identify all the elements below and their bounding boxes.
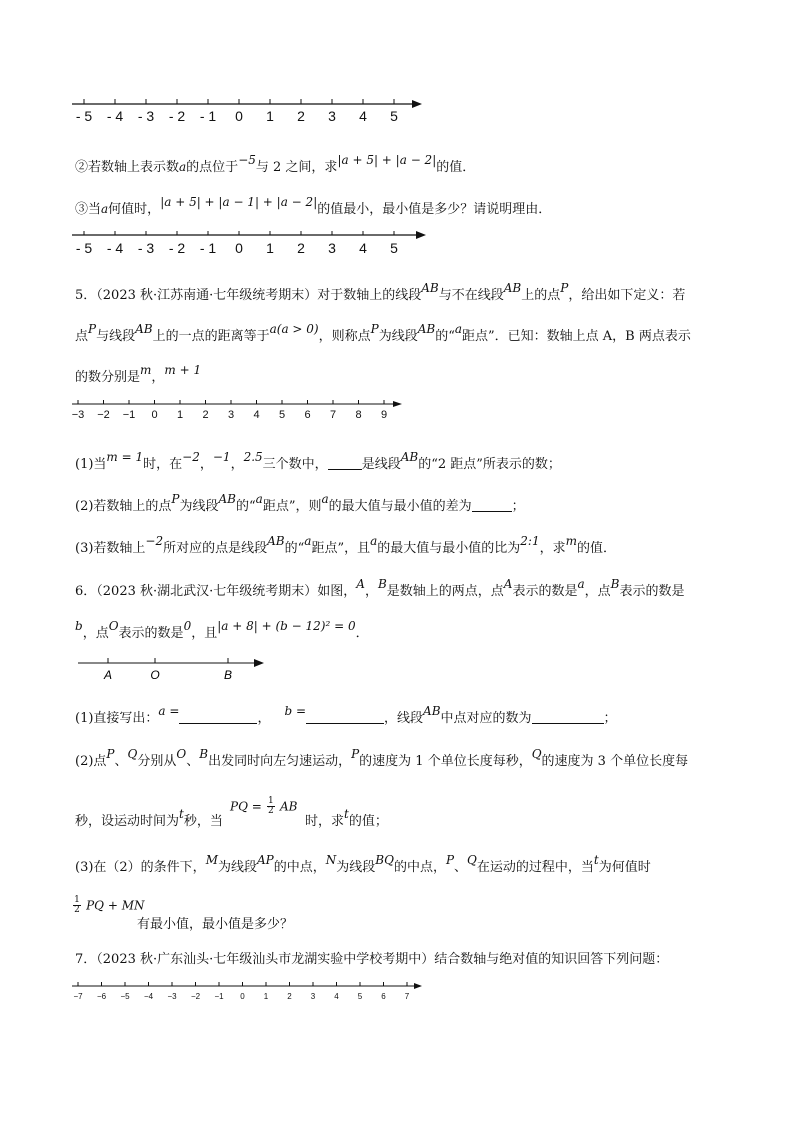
tick-label: 3 (328, 108, 336, 124)
tick-label: - 1 (199, 240, 217, 256)
tick-label: 0 (235, 108, 243, 124)
answer-blank-mid (532, 710, 604, 724)
q5-sub2: (2)若数轴上的点P为线段AB的“a距点”，则a的最大值与最小值的差为 ； (75, 492, 525, 514)
tick-label: −4 (143, 992, 154, 1001)
tick-label: - 2 (168, 108, 186, 124)
answer-blank-a (179, 710, 257, 724)
number-line-2 (70, 229, 430, 259)
tick-label: 6 (304, 409, 311, 421)
tick-label: - 3 (137, 240, 155, 256)
tick-label: 0 (240, 992, 245, 1001)
tick-label: 0 (235, 240, 243, 256)
tick-label: 2 (287, 992, 292, 1001)
answer-blank-b (306, 710, 384, 724)
tick-label: −5 (120, 992, 130, 1001)
tick-label: 7 (329, 409, 337, 421)
tick-label: 1 (266, 240, 274, 256)
q5-line1: 5．（2023 秋·江苏南通·七年级统考期末）对于数轴上的线段AB与不在线段AB上的点P，给出如下定义：若 (75, 281, 686, 303)
tick-label: 6 (381, 992, 386, 1001)
tick-label: - 2 (168, 240, 186, 256)
number-line-4 (70, 980, 430, 1004)
tick-label: 4 (359, 240, 367, 256)
tick-label: 4 (253, 409, 260, 421)
number-line-1 (70, 96, 430, 126)
tick-label: 0 (151, 409, 158, 421)
tick-label: 5 (390, 108, 398, 124)
q5-sub1: (1)当m = 1时，在−2，−1，2.5三个数中， 是线段AB的“2 距点”所表示的数； (75, 450, 561, 472)
tick-label: 8 (355, 409, 362, 421)
tick-label: - 1 (199, 108, 217, 124)
q6-sub3-line1: (3)在（2）的条件下，M为线段AP的中点，N为线段BQ的中点，P、Q在运动的过程中，当t为何值时 (75, 853, 651, 875)
tick-label: −6 (96, 992, 107, 1001)
q6-sub2-line2-tail: 时，求t的值； (305, 807, 388, 829)
tick-label: −7 (73, 992, 83, 1001)
tick-label: 1 (266, 108, 274, 124)
tick-label: −2 (190, 992, 201, 1001)
tick-label: 5 (278, 409, 286, 421)
tick-label: - 4 (106, 240, 124, 256)
abs-expr: |a + 5| + |a − 2| (337, 153, 437, 167)
q5-sub3: (3)若数轴上−2所对应的点是线段AB的“a距点”，且a的最大值与最小值的比为2:1，求m的值． (75, 534, 616, 556)
tick-label: - 3 (137, 108, 155, 124)
q6-sub2-line1: (2)点P、Q分别从O、B出发同时向左匀速运动，P的速度为 1 个单位长度每秒，Q的速度为 3 个单位长度每 (75, 747, 689, 769)
q6-line2: b，点O表示的数是0，且|a + 8| + (b − 12)² = 0． (75, 619, 369, 641)
answer-blank (472, 498, 512, 512)
abs-sum-expr: |a + 5| + |a − 1| + |a − 2| (160, 195, 318, 209)
tick-label: −3 (167, 992, 177, 1001)
tick-label: 1 (176, 409, 184, 421)
tick-label: −2 (97, 409, 110, 421)
tick-label: 1 (263, 992, 269, 1001)
pq-half-ab-expr: PQ = $\frac{1}{2}$ AB (230, 796, 298, 816)
q4-part2: ②若数轴上表示数a的点位于−5与 2 之间，求|a + 5| + |a − 2|的值． (75, 153, 476, 175)
q6-sub1: (1)直接写出：a = ， b = ，线段AB中点对应的数为 ； (75, 704, 617, 726)
half-pq-plus-mn-expr: $\frac{1}{2}$ PQ + MN (74, 895, 145, 915)
q6-sub3-line2: 有最小值，最小值是多少？ (137, 917, 294, 932)
expr-neg5: −5 (238, 153, 256, 167)
tick-label: - 5 (75, 108, 93, 124)
tick-label: 3 (328, 240, 336, 256)
answer-blank (328, 456, 362, 470)
q6-number-line-figure (76, 655, 276, 685)
tick-label: - 4 (106, 108, 124, 124)
q7-text: 7．（2023 秋·广东汕头·七年级汕头市龙湖实验中学校考期中）结合数轴与绝对值的知识回答下列问题： (75, 952, 669, 967)
tick-label: 5 (390, 240, 398, 256)
tick-label: 4 (359, 108, 367, 124)
q5-line2: 点P与线段AB上的一点的距离等于a(a > 0)，则称点P为线段AB的“a距点”．已知：数轴上点 A，B 两点表示 (75, 322, 691, 344)
tick-label: 2 (297, 108, 305, 124)
tick-label: 9 (380, 409, 388, 421)
tick-label: 2 (202, 409, 209, 421)
tick-label: 5 (357, 992, 363, 1001)
point-label-a: A (103, 668, 113, 682)
tick-label: 3 (227, 409, 235, 421)
q6-sub2-line2: 秒，设运动时间为t秒，当 (75, 807, 223, 829)
point-label-b: B (223, 668, 233, 682)
tick-label: 2 (297, 240, 305, 256)
tick-label: −1 (122, 409, 136, 421)
q4-part3: ③当a何值时，|a + 5| + |a − 1| + |a − 2|的值最小，最小值是多少？请说明理由． (75, 195, 552, 217)
tick-label: −3 (71, 409, 85, 421)
q6-line1: 6．（2023 秋·湖北武汉·七年级统考期末）如图，A，B是数轴上的两点，点A表示的数是a，点B表示的数是 (75, 577, 685, 599)
point-label-o: O (150, 668, 160, 682)
tick-label: 7 (404, 992, 410, 1001)
tick-label: - 5 (75, 240, 93, 256)
tick-label: −1 (214, 992, 224, 1001)
number-line-3 (70, 398, 410, 424)
q5-line3: 的数分别是m，m + 1 (75, 363, 202, 385)
tick-label: 3 (310, 992, 316, 1001)
tick-label: 4 (334, 992, 339, 1001)
